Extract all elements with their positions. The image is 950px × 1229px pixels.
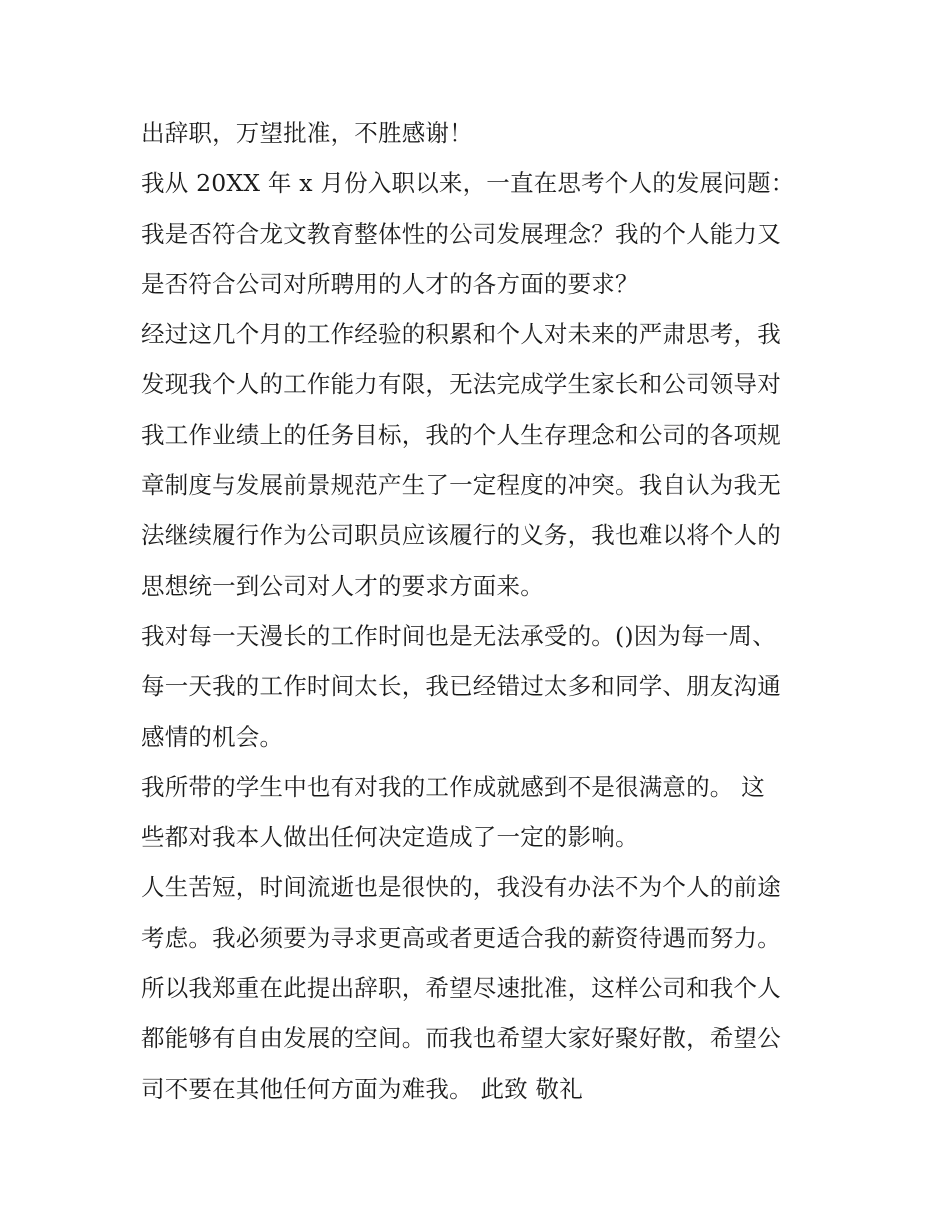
text-line: 思想统一到公司对人才的要求方面来。 — [141, 571, 544, 600]
text-line: 每一天我的工作时间太长，我已经错过太多和同学、朋友沟通 — [141, 672, 781, 701]
text-line: 我是否符合龙文教育整体性的公司发展理念？我的个人能力又 — [141, 219, 781, 248]
text-line: 经过这几个月的工作经验的积累和个人对未来的严肃思考，我 — [141, 320, 781, 349]
letter-body — [141, 108, 821, 1114]
text-line: 所以我郑重在此提出辞职，希望尽速批准，这样公司和我个人 — [141, 974, 781, 1003]
text-line: 我所带的学生中也有对我的工作成就感到不是很满意的。 这 — [141, 772, 765, 801]
text-line: 是否符合公司对所聘用的人才的各方面的要求？ — [141, 269, 639, 298]
text-line: 我工作业绩上的任务目标，我的个人生存理念和公司的各项规 — [141, 420, 781, 449]
text-line: 人生苦短，时间流逝也是很快的，我没有办法不为个人的前途 — [141, 873, 781, 902]
text-line: 发现我个人的工作能力有限，无法完成学生家长和公司领导对 — [141, 370, 781, 399]
text-line: 司不要在其他任何方面为难我。 此致 敬礼 — [141, 1074, 583, 1103]
text-line: 些都对我本人做出任何决定造成了一定的影响。 — [141, 823, 639, 852]
text-line: 感情的机会。 — [141, 722, 284, 751]
text-line: 出辞职，万望批准，不胜感谢！ — [141, 119, 473, 147]
text-line: 章制度与发展前景规范产生了一定程度的冲突。我自认为我无 — [141, 471, 781, 500]
text-line: 法继续履行作为公司职员应该履行的义务，我也难以将个人的 — [141, 521, 781, 550]
text-line: 我对每一天漫长的工作时间也是无法承受的。()因为每一周、 — [141, 621, 776, 650]
text-line: 我从 20XX 年 x 月份入职以来，一直在思考个人的发展问题： — [141, 169, 795, 198]
text-line: 考虑。我必须要为寻求更高或者更适合我的薪资待遇而努力。 — [141, 923, 781, 952]
text-line: 都能够有自由发展的空间。而我也希望大家好聚好散，希望公 — [141, 1024, 781, 1053]
